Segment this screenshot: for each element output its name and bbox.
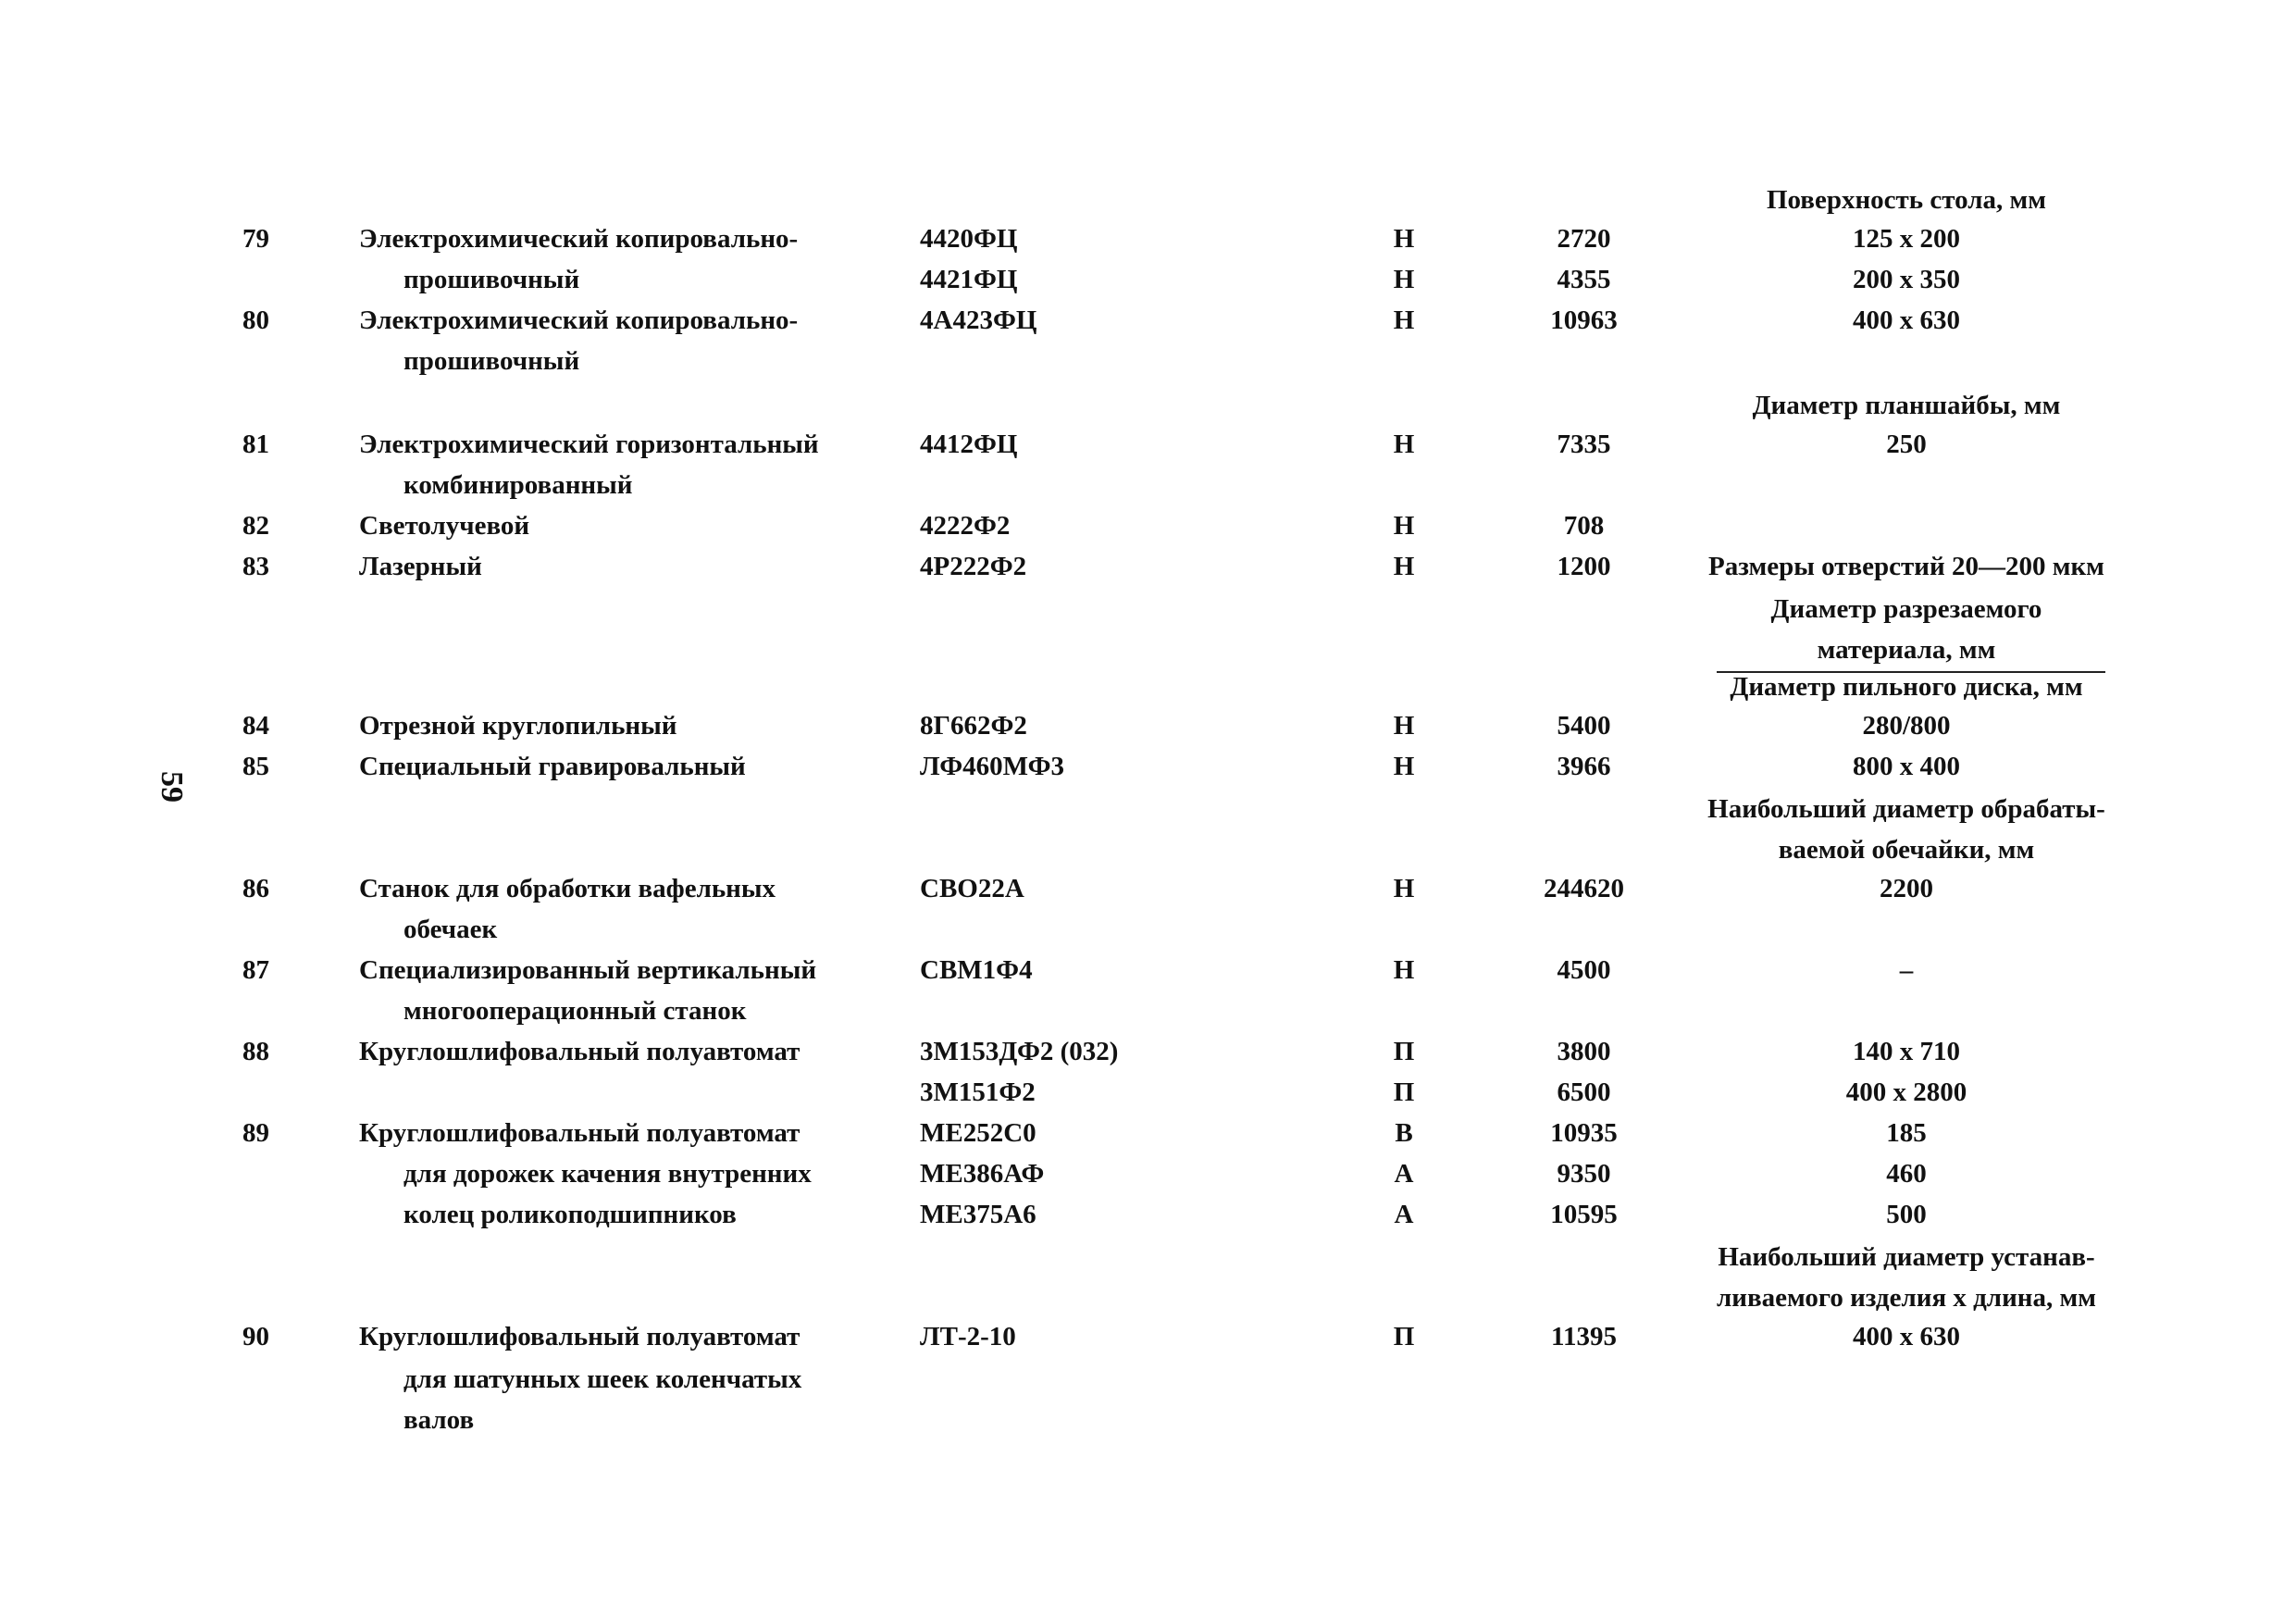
param-header: Наибольший диаметр устанав- xyxy=(1718,1242,2095,1272)
price: 2720 xyxy=(1557,224,1611,254)
model-code: СВО22А xyxy=(920,874,1024,903)
machine-name: прошивочный xyxy=(403,346,580,376)
row-number: 84 xyxy=(242,711,269,741)
machine-name: Специализированный вертикальный xyxy=(359,955,817,985)
row-number: 83 xyxy=(242,552,269,581)
price: 1200 xyxy=(1557,552,1611,581)
table-row xyxy=(0,505,2296,546)
model-code: ЛФ460МФ3 xyxy=(920,752,1065,781)
price: 3800 xyxy=(1557,1037,1611,1066)
accuracy-class: П xyxy=(1393,1037,1415,1066)
table-row xyxy=(0,950,2296,990)
price: 10963 xyxy=(1550,305,1618,335)
parameter: 2200 xyxy=(1880,874,1933,903)
parameter: 500 xyxy=(1886,1200,1927,1229)
param-header: Диаметр планшайбы, мм xyxy=(1752,391,2061,420)
parameter: 200 x 350 xyxy=(1853,265,1960,294)
param-header: ливаемого изделия x длина, мм xyxy=(1717,1283,2096,1313)
table-row xyxy=(0,546,2296,587)
row-number: 79 xyxy=(242,224,269,254)
machine-name: Круглошлифовальный полуавтомат xyxy=(359,1118,800,1148)
header-row xyxy=(0,589,2296,629)
table-row xyxy=(0,218,2296,259)
table-row xyxy=(0,1072,2296,1113)
model-code: 3М153ДФ2 (032) xyxy=(920,1037,1119,1066)
accuracy-class: Н xyxy=(1393,265,1415,294)
machine-name: Электрохимический копировально- xyxy=(359,305,799,335)
price: 11395 xyxy=(1551,1322,1617,1351)
model-code: 4А423ФЦ xyxy=(920,305,1037,335)
row-number: 85 xyxy=(242,752,269,781)
model-code: 4222Ф2 xyxy=(920,511,1011,541)
parameter: 125 x 200 xyxy=(1853,224,1960,254)
price: 244620 xyxy=(1544,874,1624,903)
machine-name: для дорожек качения внутренних xyxy=(403,1159,812,1189)
accuracy-class: П xyxy=(1393,1077,1415,1107)
machine-name: Отрезной круглопильный xyxy=(359,711,677,741)
accuracy-class: Н xyxy=(1393,305,1415,335)
accuracy-class: Н xyxy=(1393,224,1415,254)
table-row xyxy=(0,341,2296,381)
table-row xyxy=(0,1400,2296,1440)
param-header: материала, мм xyxy=(1817,635,1996,665)
model-code: МЕ375А6 xyxy=(920,1200,1036,1229)
table-row xyxy=(0,465,2296,505)
accuracy-class: Н xyxy=(1393,511,1415,541)
row-number: 87 xyxy=(242,955,269,985)
price: 10595 xyxy=(1550,1200,1618,1229)
model-code: СВМ1Ф4 xyxy=(920,955,1033,985)
row-number: 90 xyxy=(242,1322,269,1351)
table-row xyxy=(0,1113,2296,1153)
table-row xyxy=(0,300,2296,341)
machine-name: Электрохимический копировально- xyxy=(359,224,799,254)
machine-name: Круглошлифовальный полуавтомат xyxy=(359,1037,800,1066)
header-row xyxy=(0,829,2296,870)
parameter: 185 xyxy=(1886,1118,1927,1148)
parameter: 280/800 xyxy=(1862,711,1951,741)
page-number: 59 xyxy=(155,771,189,803)
model-code: 4Р222Ф2 xyxy=(920,552,1027,581)
machine-name: обечаек xyxy=(403,915,498,944)
parameter: 460 xyxy=(1886,1159,1927,1189)
header-row xyxy=(0,180,2296,220)
header-row xyxy=(0,1277,2296,1318)
row-number: 89 xyxy=(242,1118,269,1148)
row-number: 80 xyxy=(242,305,269,335)
price: 6500 xyxy=(1557,1077,1611,1107)
machine-name: Специальный гравировальный xyxy=(359,752,746,781)
param-header: Поверхность стола, мм xyxy=(1766,185,2047,215)
accuracy-class: Н xyxy=(1393,552,1415,581)
model-code: 3М151Ф2 xyxy=(920,1077,1036,1107)
machine-name: Электрохимический горизонтальный xyxy=(359,430,819,459)
header-row xyxy=(0,385,2296,426)
machine-name: Лазерный xyxy=(359,552,482,581)
header-row xyxy=(0,666,2296,707)
machine-name: валов xyxy=(403,1405,475,1435)
accuracy-class: Н xyxy=(1393,874,1415,903)
table-row xyxy=(0,909,2296,950)
accuracy-class: Н xyxy=(1393,752,1415,781)
param-header: Диаметр пильного диска, мм xyxy=(1730,672,2083,702)
table-row xyxy=(0,424,2296,465)
accuracy-class: В xyxy=(1395,1118,1413,1148)
machine-name: Светолучевой xyxy=(359,511,530,541)
table-row xyxy=(0,1359,2296,1400)
row-number: 86 xyxy=(242,874,269,903)
price: 4500 xyxy=(1557,955,1611,985)
machine-name: колец роликоподшипников xyxy=(403,1200,737,1229)
table-row xyxy=(0,705,2296,746)
row-number: 82 xyxy=(242,511,269,541)
table-row xyxy=(0,259,2296,300)
model-code: МЕ386АФ xyxy=(920,1159,1045,1189)
row-number: 88 xyxy=(242,1037,269,1066)
price: 5400 xyxy=(1557,711,1611,741)
model-code: 4412ФЦ xyxy=(920,430,1018,459)
parameter: 400 x 630 xyxy=(1853,305,1960,335)
parameter: 250 xyxy=(1886,430,1927,459)
parameter: 400 x 630 xyxy=(1853,1322,1960,1351)
machine-name: прошивочный xyxy=(403,265,580,294)
table-row xyxy=(0,868,2296,909)
accuracy-class: Н xyxy=(1393,430,1415,459)
model-code: МЕ252С0 xyxy=(920,1118,1036,1148)
machine-name: Станок для обработки вафельных xyxy=(359,874,776,903)
price: 10935 xyxy=(1550,1118,1618,1148)
machine-name: для шатунных шеек коленчатых xyxy=(403,1364,802,1394)
header-row xyxy=(0,789,2296,829)
accuracy-class: Н xyxy=(1393,955,1415,985)
table-row xyxy=(0,1153,2296,1194)
parameter: 800 x 400 xyxy=(1853,752,1960,781)
model-code: 4421ФЦ xyxy=(920,265,1018,294)
parameter: – xyxy=(1899,955,1914,985)
machine-name: Круглошлифовальный полуавтомат xyxy=(359,1322,800,1351)
price: 4355 xyxy=(1557,265,1611,294)
price: 708 xyxy=(1563,511,1605,541)
row-number: 81 xyxy=(242,430,269,459)
model-code: ЛТ-2-10 xyxy=(920,1322,1016,1351)
table-row xyxy=(0,1031,2296,1072)
param-header: Наибольший диаметр обрабаты- xyxy=(1707,794,2105,824)
table-row xyxy=(0,1316,2296,1357)
table-row xyxy=(0,1194,2296,1235)
price: 3966 xyxy=(1557,752,1611,781)
price: 9350 xyxy=(1557,1159,1611,1189)
header-row xyxy=(0,1237,2296,1277)
model-code: 4420ФЦ xyxy=(920,224,1018,254)
table-row xyxy=(0,990,2296,1031)
parameter: Размеры отверстий 20—200 мкм xyxy=(1708,552,2104,581)
table-row xyxy=(0,746,2296,787)
accuracy-class: А xyxy=(1394,1200,1414,1229)
machine-name: комбинированный xyxy=(403,470,633,500)
parameter: 400 x 2800 xyxy=(1845,1077,1967,1107)
param-header: Диаметр разрезаемого xyxy=(1770,594,2042,624)
accuracy-class: П xyxy=(1393,1322,1415,1351)
price: 7335 xyxy=(1557,430,1611,459)
accuracy-class: Н xyxy=(1393,711,1415,741)
param-header: ваемой обечайки, мм xyxy=(1778,835,2035,865)
parameter: 140 x 710 xyxy=(1853,1037,1960,1066)
header-row xyxy=(0,629,2296,670)
model-code: 8Г662Ф2 xyxy=(920,711,1027,741)
accuracy-class: А xyxy=(1394,1159,1414,1189)
machine-name: многооперационный станок xyxy=(403,996,747,1026)
